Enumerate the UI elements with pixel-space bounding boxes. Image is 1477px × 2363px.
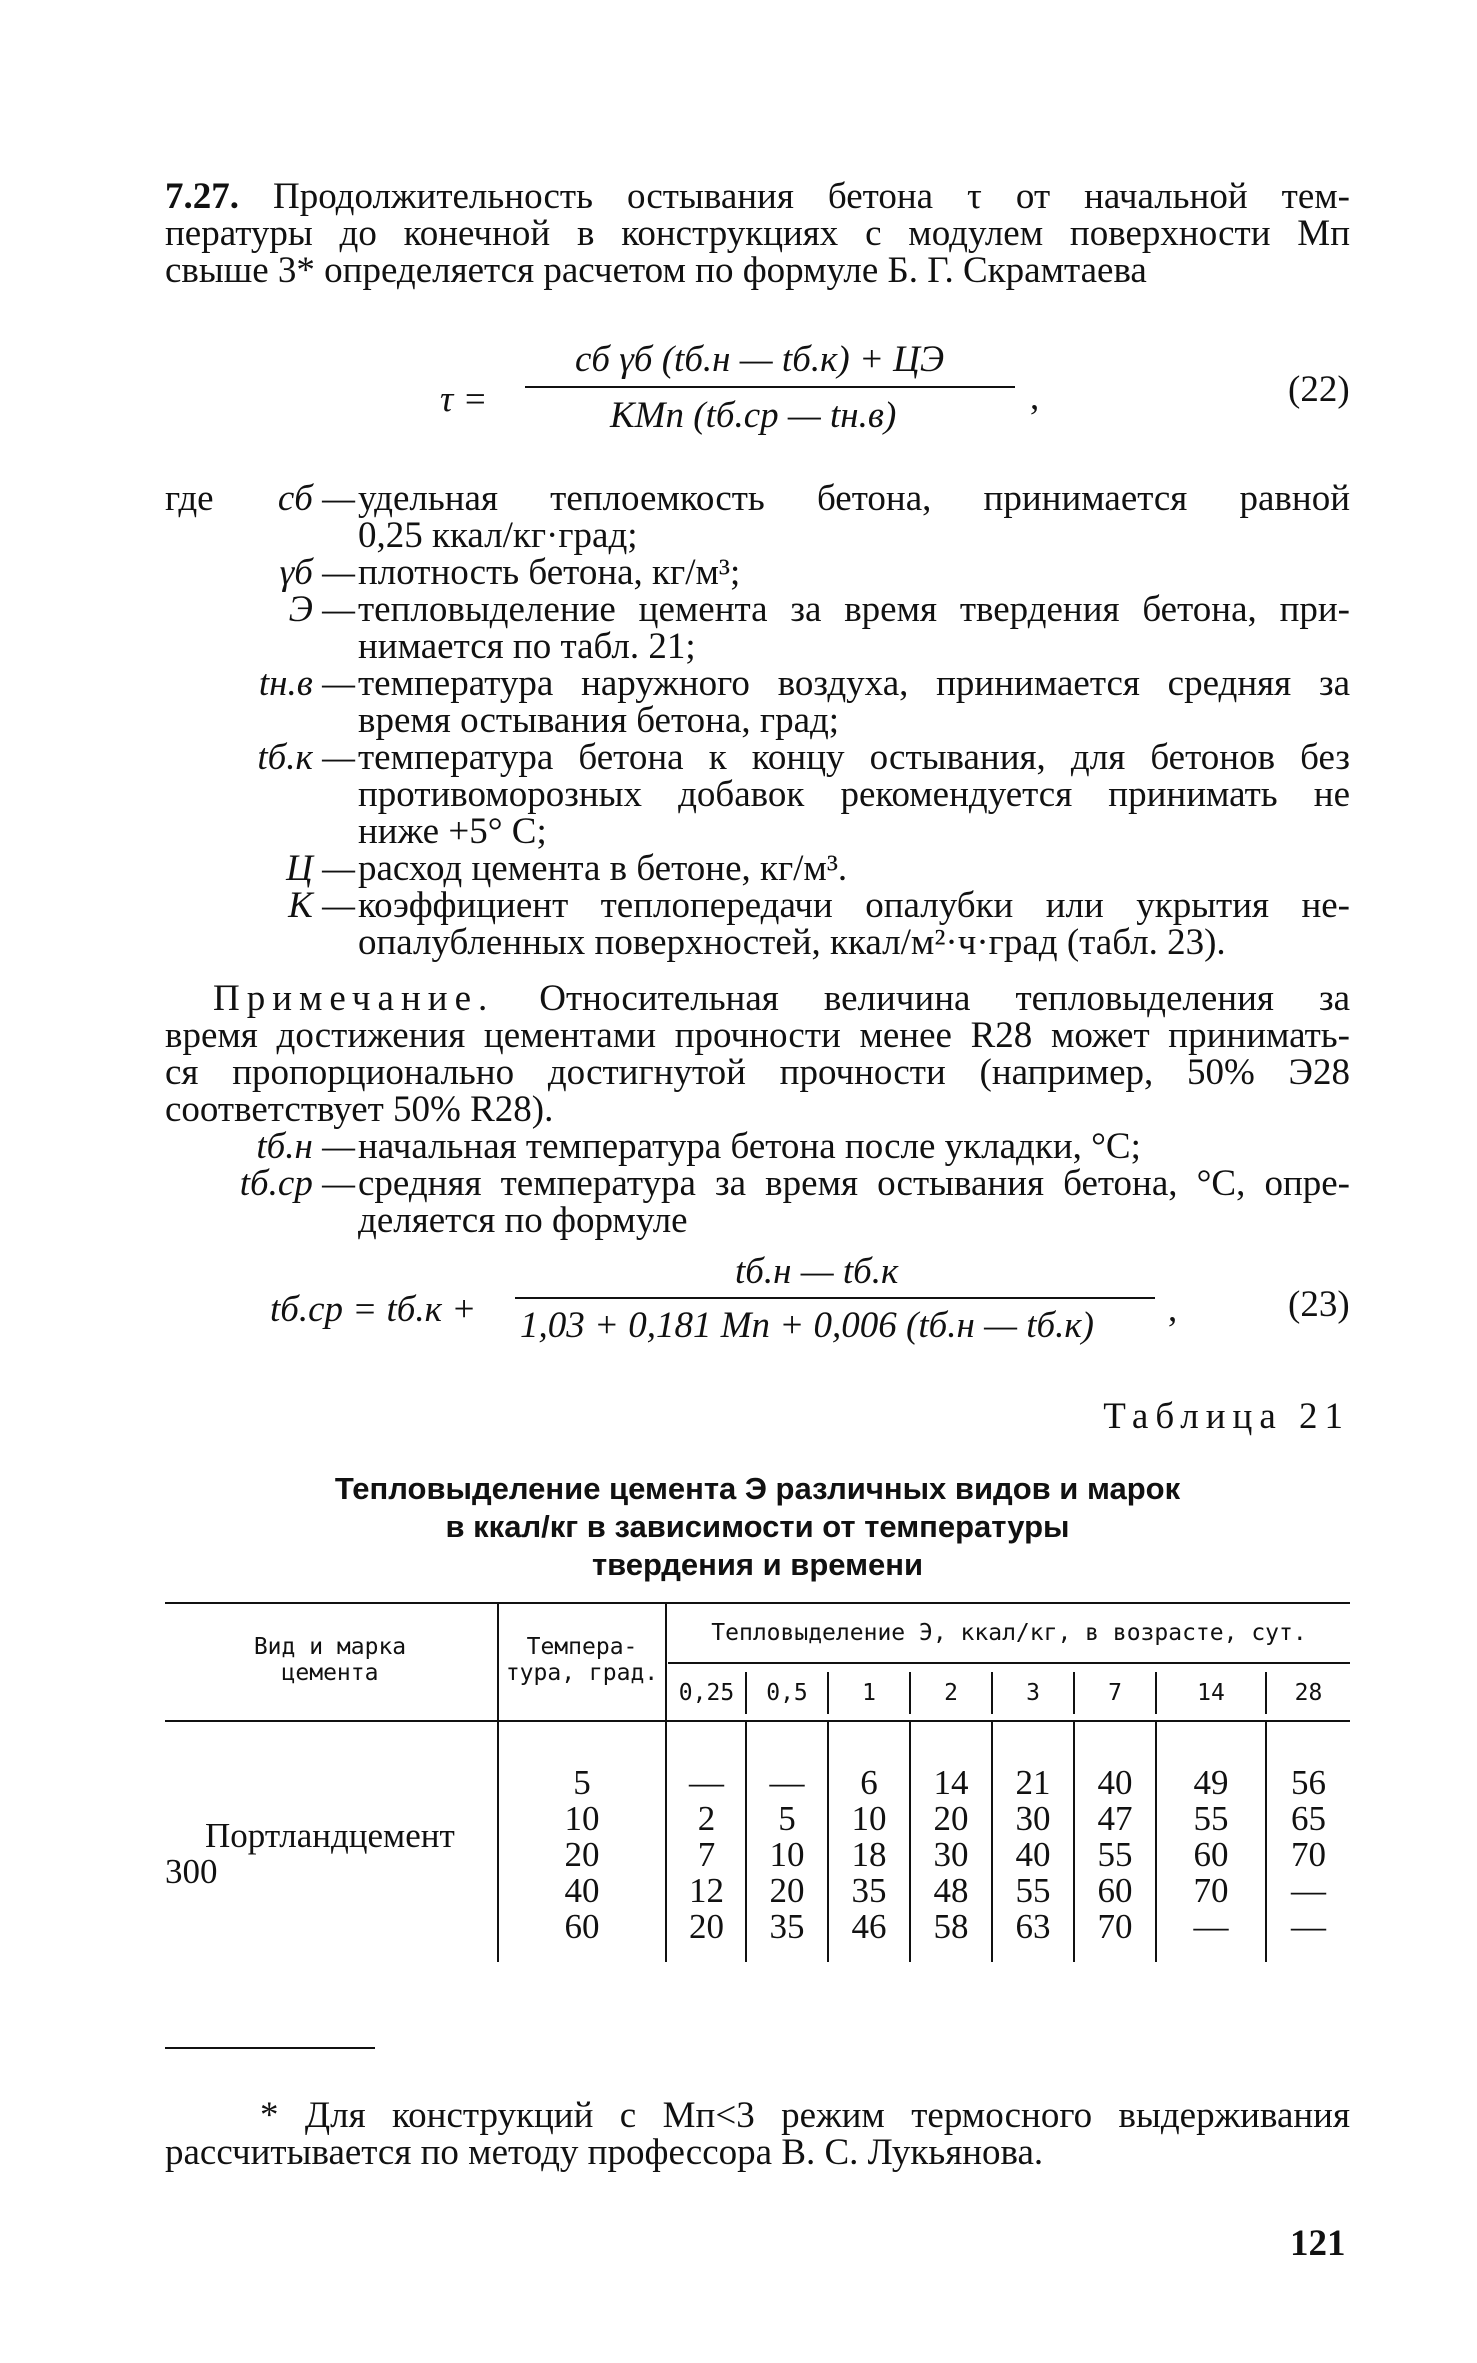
formula-22-fraction-bar bbox=[525, 386, 1015, 388]
note-line-1: Относительная величина тепловыделения за bbox=[539, 978, 1350, 1019]
header-temperature bbox=[499, 1634, 665, 1686]
def-line: плотность бетона, кг/м³; bbox=[358, 552, 741, 593]
def-text bbox=[358, 739, 1350, 850]
age-column bbox=[747, 1765, 827, 1945]
table-cell: 70 bbox=[1097, 1907, 1133, 1946]
header-age: 3 bbox=[1026, 1680, 1040, 1706]
table-cell: 35 bbox=[769, 1907, 805, 1946]
def-symbol: cб — bbox=[277, 478, 355, 519]
table-cell: 70 bbox=[1291, 1835, 1326, 1874]
header-text: Вид и марка bbox=[253, 1634, 407, 1660]
table-cell: 55 bbox=[1015, 1871, 1051, 1910]
table-label: Таблица 21 bbox=[1103, 1396, 1350, 1437]
section-line-3: свыше 3* определяется расчетом по формуле Б. Г. Скрамтаева bbox=[165, 250, 1147, 291]
table-cell: 7 bbox=[697, 1835, 716, 1874]
header-text: тура, град. bbox=[505, 1660, 659, 1686]
formula-23-number: (23) bbox=[1288, 1284, 1350, 1325]
def-text bbox=[358, 1165, 1350, 1239]
header-cement-type bbox=[165, 1634, 495, 1686]
age-column bbox=[1075, 1765, 1155, 1945]
note-line-3: ся пропорционально достигнутой прочности (например, 50% Э28 bbox=[165, 1052, 1350, 1093]
table-cell: 10 bbox=[851, 1799, 887, 1838]
def-symbol: tб.ср — bbox=[239, 1163, 355, 1204]
def-line: коэффициент теплопередачи опалубки или укрытия не- bbox=[358, 885, 1350, 926]
table-cell: — bbox=[1291, 1907, 1326, 1946]
table-col-divider bbox=[665, 1722, 667, 1962]
header-age: 14 bbox=[1197, 1680, 1225, 1706]
table-cell: 40 bbox=[1097, 1763, 1133, 1802]
temperature-cell: 5 bbox=[573, 1763, 591, 1802]
table-cell: — bbox=[1291, 1871, 1326, 1910]
header-age: 0,25 bbox=[678, 1680, 735, 1706]
table-cell: 60 bbox=[1097, 1871, 1133, 1910]
table-cell: 65 bbox=[1291, 1799, 1326, 1838]
table-caption-line: Тепловыделение цемента Э различных видов и марок bbox=[334, 1471, 1181, 1506]
table-cell: — bbox=[769, 1763, 805, 1802]
table-cell: 63 bbox=[1015, 1907, 1051, 1946]
def-line: 0,25 ккал/кг·град; bbox=[358, 515, 638, 556]
def-text bbox=[358, 1128, 1350, 1165]
table-cell: 6 bbox=[860, 1763, 878, 1802]
footnote bbox=[165, 2097, 1350, 2171]
def-text bbox=[358, 591, 1350, 665]
note-label: Примечание. bbox=[213, 978, 495, 1019]
note-line-4: соответствует 50% R28). bbox=[165, 1089, 554, 1130]
note-line-2: время достижения цементами прочности менее R28 может принимать- bbox=[165, 1015, 1350, 1056]
where-label: где bbox=[165, 478, 214, 519]
temperature-cell: 20 bbox=[564, 1835, 600, 1874]
table-cell: 20 bbox=[689, 1907, 724, 1946]
table-cell: 56 bbox=[1291, 1763, 1326, 1802]
table-cell: 55 bbox=[1193, 1799, 1229, 1838]
table-cell: 58 bbox=[933, 1907, 969, 1946]
table-cell: 55 bbox=[1097, 1835, 1133, 1874]
header-text: Темпера- bbox=[526, 1634, 638, 1660]
table-cell: 30 bbox=[1015, 1799, 1051, 1838]
def-line: начальная температура бетона после укладки, °С; bbox=[358, 1126, 1141, 1167]
age-column bbox=[993, 1765, 1073, 1945]
section-paragraph bbox=[165, 178, 1350, 289]
section-number: 7.27. bbox=[165, 176, 239, 217]
def-text bbox=[358, 480, 1350, 554]
table-cell: 40 bbox=[1015, 1835, 1051, 1874]
table-cell: 30 bbox=[933, 1835, 969, 1874]
formula-22-numerator: cб γб (tб.н — tб.к) + ЦЭ bbox=[575, 339, 945, 380]
def-line: опалубленных поверхностей, ккал/м²·ч·град (табл. 23). bbox=[358, 922, 1226, 963]
table-cell: 48 bbox=[933, 1871, 969, 1910]
table-cell: — bbox=[689, 1763, 724, 1802]
table-cell: 18 bbox=[851, 1835, 887, 1874]
def-text bbox=[358, 554, 1350, 591]
cement-grade: 300 bbox=[165, 1852, 218, 1891]
def-line: удельная теплоемкость бетона, принимается равной bbox=[358, 478, 1350, 519]
def-symbol: tн.в — bbox=[258, 663, 355, 704]
temperature-cell: 60 bbox=[564, 1907, 600, 1946]
formula-22-number: (22) bbox=[1288, 369, 1350, 410]
age-column bbox=[1267, 1765, 1350, 1945]
header-age: 0,5 bbox=[766, 1680, 808, 1706]
table-cell: 60 bbox=[1193, 1835, 1229, 1874]
header-text: цемента bbox=[281, 1660, 379, 1686]
table-cell: 5 bbox=[778, 1799, 796, 1838]
formula-23-numerator: tб.н — tб.к bbox=[735, 1251, 899, 1292]
def-line: тепловыделение цемента за время твердения бетона, при- bbox=[358, 589, 1350, 630]
def-line: температура наружного воздуха, принимается средняя за bbox=[358, 663, 1350, 704]
note-paragraph bbox=[165, 980, 1350, 1128]
table-cell: 20 bbox=[933, 1799, 969, 1838]
section-line-2: пературы до конечной в конструкциях с модулем поверхности Mп bbox=[165, 213, 1350, 254]
header-age: 28 bbox=[1294, 1680, 1323, 1706]
temperature-cell: 40 bbox=[564, 1871, 600, 1910]
table-cell: 10 bbox=[769, 1835, 805, 1874]
def-symbol: Э — bbox=[288, 589, 355, 630]
formula-22-comma: , bbox=[1030, 377, 1040, 418]
age-column bbox=[911, 1765, 991, 1945]
footnote-line-1: * Для конструкций с Mп<3 режим термосного выдерживания bbox=[260, 2095, 1350, 2136]
def-line: температура бетона к концу остывания, для бетонов без bbox=[358, 737, 1350, 778]
formula-22-denominator: KMп (tб.ср — tн.в) bbox=[610, 395, 897, 436]
cement-name bbox=[165, 1818, 495, 1890]
table-cell: 47 bbox=[1097, 1799, 1133, 1838]
def-line: ниже +5° С; bbox=[358, 811, 547, 852]
table-cell: — bbox=[1193, 1907, 1229, 1946]
table-group-rule bbox=[668, 1662, 1350, 1664]
temperature-column bbox=[499, 1765, 665, 1945]
header-heat-release-group: Тепловыделение Э, ккал/кг, в возрасте, сут. bbox=[711, 1620, 1307, 1646]
age-column bbox=[1157, 1765, 1265, 1945]
cement-name-line: Портландцемент bbox=[205, 1816, 455, 1855]
table-cell: 35 bbox=[851, 1871, 887, 1910]
def-symbol: K — bbox=[288, 885, 355, 926]
def-symbol: tб.к — bbox=[257, 737, 355, 778]
header-age: 1 bbox=[862, 1680, 876, 1706]
table-header-rule bbox=[165, 1720, 1350, 1722]
def-line: время остывания бетона, град; bbox=[358, 700, 840, 741]
table-cell: 49 bbox=[1193, 1763, 1229, 1802]
def-line: противоморозных добавок рекомендуется принимать не bbox=[358, 774, 1350, 815]
def-line: деляется по формуле bbox=[358, 1200, 688, 1241]
formula-23-lhs: tб.ср = tб.к + bbox=[270, 1289, 477, 1330]
def-symbol: Ц — bbox=[286, 848, 355, 889]
formula-23-comma: , bbox=[1168, 1289, 1178, 1330]
temperature-cell: 10 bbox=[564, 1799, 600, 1838]
table-cell: 20 bbox=[769, 1871, 805, 1910]
table-col-divider bbox=[665, 1604, 667, 1720]
age-column bbox=[829, 1765, 909, 1945]
def-line: средняя температура за время остывания бетона, °С, опре- bbox=[358, 1163, 1350, 1204]
table-cell: 2 bbox=[697, 1799, 716, 1838]
def-text bbox=[358, 887, 1350, 961]
footnote-line-2: рассчитывается по методу профессора В. С. Лукьянова. bbox=[165, 2132, 1044, 2173]
formula-23-denominator: 1,03 + 0,181 Mп + 0,006 (tб.н — tб.к) bbox=[520, 1305, 1094, 1346]
section-line-1: Продолжительность остывания бетона τ от начальной тем- bbox=[273, 176, 1350, 217]
formula-23-fraction-bar bbox=[515, 1297, 1155, 1299]
table-cell: 46 bbox=[851, 1907, 887, 1946]
table-cell: 21 bbox=[1015, 1763, 1051, 1802]
table-cell: 12 bbox=[689, 1871, 724, 1910]
formula-22-lhs: τ = bbox=[440, 379, 488, 420]
page-number: 121 bbox=[1290, 2223, 1346, 2264]
table-top-rule bbox=[165, 1602, 1350, 1604]
header-age: 7 bbox=[1108, 1680, 1122, 1706]
table-caption-line: в ккал/кг в зависимости от температуры bbox=[445, 1509, 1070, 1544]
def-line: расход цемента в бетоне, кг/м³. bbox=[358, 848, 848, 889]
table-cell: 14 bbox=[933, 1763, 969, 1802]
table-caption-line: твердения и времени bbox=[591, 1547, 924, 1582]
age-column bbox=[668, 1765, 745, 1945]
def-text bbox=[358, 665, 1350, 739]
table-caption bbox=[165, 1470, 1350, 1584]
def-symbol: γб — bbox=[279, 552, 355, 593]
header-age: 2 bbox=[944, 1680, 958, 1706]
table-cell: 70 bbox=[1193, 1871, 1229, 1910]
def-line: нимается по табл. 21; bbox=[358, 626, 696, 667]
def-text bbox=[358, 850, 1350, 887]
footnote-rule bbox=[165, 2047, 375, 2049]
def-symbol: tб.н — bbox=[256, 1126, 355, 1167]
